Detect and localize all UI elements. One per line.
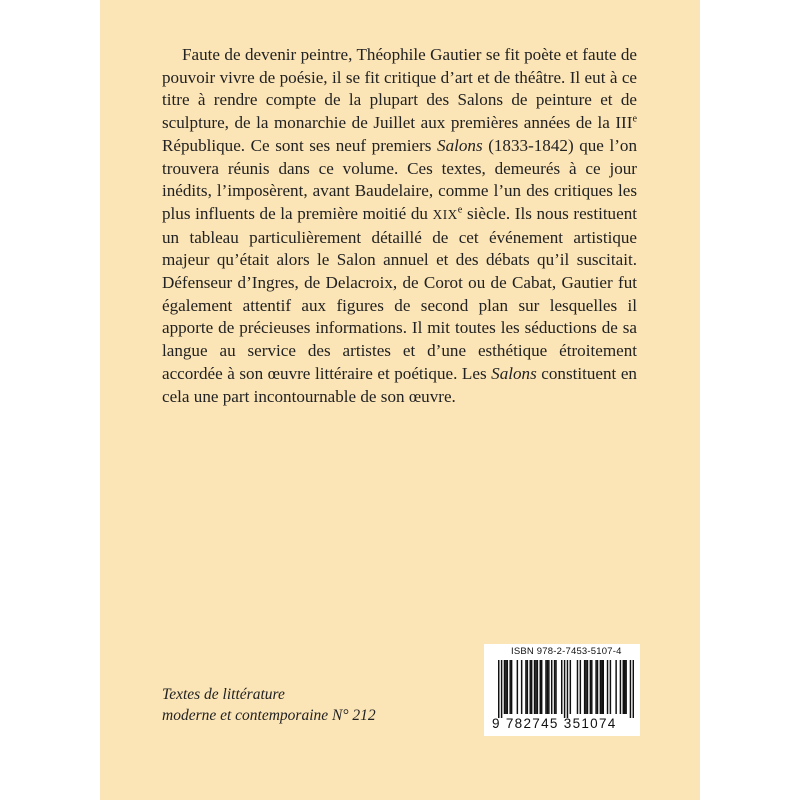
barcode-bar bbox=[517, 660, 518, 714]
barcode-bar bbox=[600, 660, 601, 714]
barcode-bar bbox=[527, 660, 528, 714]
barcode-bar bbox=[529, 660, 530, 714]
barcode-bar bbox=[525, 660, 526, 714]
barcode-bar bbox=[610, 660, 611, 714]
barcode-bar bbox=[587, 660, 588, 714]
series-line-1: Textes de littérature bbox=[162, 686, 285, 703]
barcode-bar bbox=[501, 660, 502, 718]
barcode-bar bbox=[577, 660, 578, 714]
barcode-bar bbox=[625, 660, 626, 714]
barcode-bar bbox=[584, 660, 585, 714]
barcode-bar bbox=[541, 660, 542, 714]
barcode-bar bbox=[620, 660, 621, 714]
barcode-bar bbox=[630, 660, 631, 718]
barcode-bar bbox=[591, 660, 592, 714]
barcode-bar bbox=[624, 660, 625, 714]
barcode-bar bbox=[507, 660, 508, 714]
barcode-bar bbox=[511, 660, 512, 714]
barcode-bar bbox=[567, 660, 568, 718]
salons-title-italic: Salons bbox=[491, 363, 537, 383]
blurb-paragraph: Faute de devenir peintre, Théophile Gautier se fit poète et faute de pouvoir vivre de poésie, il se fit critique d’art et de théâtre. Il eut à ce titre à rendre compte de la plupart des Salons de peinture et de sculpture, de la monarchie de Juillet aux premières années de la IIIe République. Ce sont ses neuf premiers Salons (1833-1842) que l’on trouvera réunis dans ce volume. Ces textes, demeurés à ce jour inédits, l’imposèrent, avant Baudelaire, comme l’un des critiques les plus influents de la première moitié du XIXe siècle. Ils nous restituent un tableau particulièrement détaillé de cet événement artistique majeur qu’était alors le Salon annuel et des débats qu’il suscitait. Défenseur d’Ingres, de Delacroix, de Corot ou de Cabat, Gautier fut également attentif aux figures de second plan sur lesquelles il apporte de précieuses informations. Il mit toutes les séductions de sa langue au service des artistes et d’une esthétique étroitement accordée à son œuvre littéraire et poétique. Les Salons constituent en cela une part incontournable de son œuvre. bbox=[162, 45, 637, 406]
barcode-bar bbox=[561, 660, 562, 714]
barcode-bar bbox=[505, 660, 506, 714]
barcode-bar bbox=[570, 660, 571, 714]
barcode-digits: 9 782745 351074 bbox=[492, 716, 617, 731]
barcode-bar bbox=[504, 660, 505, 714]
barcode-bar bbox=[537, 660, 538, 714]
barcode-bar bbox=[551, 660, 552, 714]
barcode-bar bbox=[554, 660, 555, 714]
barcode-bar bbox=[534, 660, 535, 714]
barcode-bar bbox=[615, 660, 616, 714]
barcode-icon bbox=[498, 660, 634, 718]
barcode-bar bbox=[545, 660, 546, 714]
barcode-bar bbox=[595, 660, 596, 714]
barcode-bar bbox=[509, 660, 510, 714]
barcode-bar bbox=[547, 660, 548, 714]
barcode-bar bbox=[535, 660, 536, 714]
barcode-bar bbox=[603, 660, 604, 714]
barcode-bar bbox=[564, 660, 565, 718]
series-line-2: moderne et contemporaine N° 212 bbox=[162, 707, 376, 724]
barcode-bar bbox=[597, 660, 598, 714]
barcode-bar bbox=[590, 660, 591, 714]
back-cover-blurb bbox=[162, 44, 637, 408]
barcode-bar bbox=[601, 660, 602, 714]
barcode-bar bbox=[555, 660, 556, 714]
barcode-bar bbox=[521, 660, 522, 714]
series-title bbox=[162, 684, 376, 726]
salons-title-italic: Salons bbox=[437, 135, 483, 155]
barcode-bar bbox=[633, 660, 634, 718]
century-numeral: XIX bbox=[432, 206, 458, 222]
barcode-bar bbox=[623, 660, 624, 714]
barcode-bar bbox=[498, 660, 499, 718]
barcode-bar bbox=[540, 660, 541, 714]
barcode-bar bbox=[548, 660, 549, 714]
barcode-bar bbox=[531, 660, 532, 714]
isbn-label: ISBN 978-2-7453-5107-4 bbox=[511, 646, 622, 657]
barcode-bar bbox=[585, 660, 586, 714]
barcode-bar bbox=[607, 660, 608, 714]
barcode-bar bbox=[580, 660, 581, 714]
